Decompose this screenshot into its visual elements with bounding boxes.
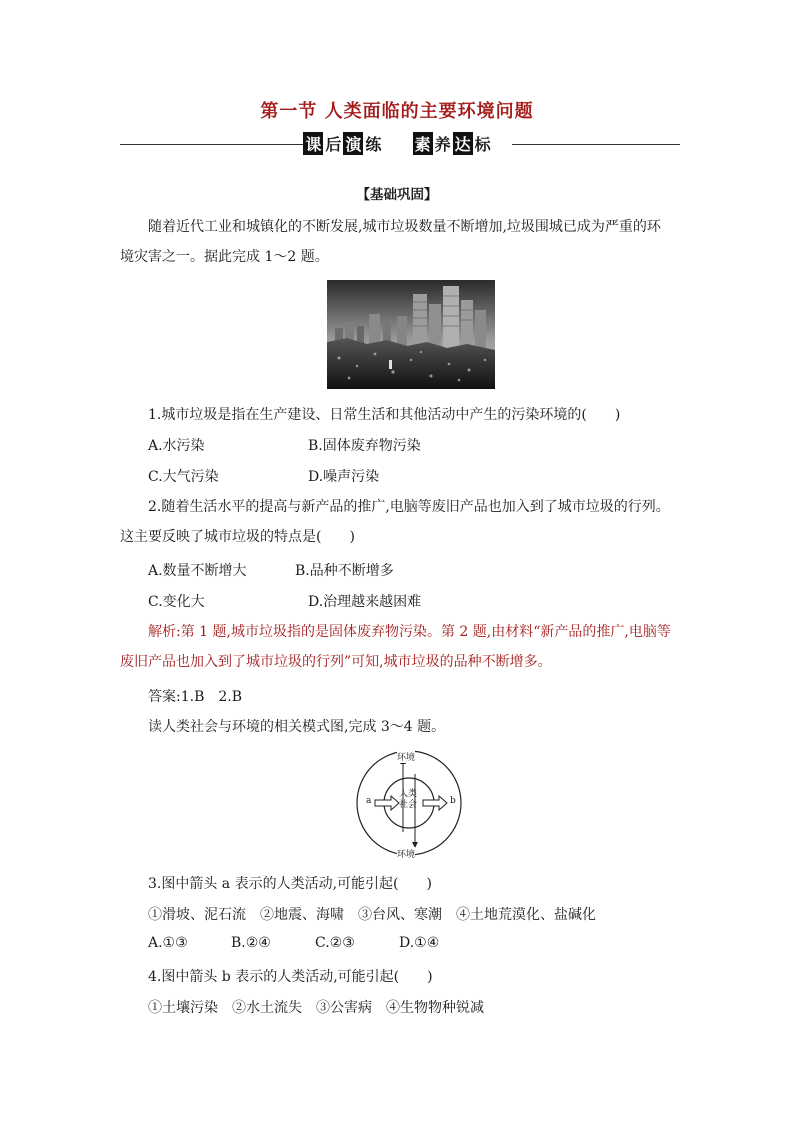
q2-option-d: D.治理越来越困难 [308, 594, 422, 610]
q2-stem [120, 492, 680, 552]
q3-option-b: B.②④ [231, 935, 271, 951]
subtitle [0, 132, 794, 155]
q2-stem-line: 这主要反映了城市垃圾的特点是( ) [120, 529, 355, 545]
q3-items: ①滑坡、泥石流 ②地震、海啸 ③台风、寒潮 ④土地荒漠化、盐碱化 [148, 907, 596, 923]
subtitle-char: 后 [325, 135, 342, 154]
q3-option-a: A.①③ [148, 935, 188, 951]
intro-line: 境灾害之一。据此完成 1～2 题。 [120, 249, 329, 265]
intro-3-4: 读人类社会与环境的相关模式图,完成 3～4 题。 [148, 719, 446, 735]
q2-options-row2 [148, 591, 421, 611]
subtitle-char: 标 [474, 135, 491, 154]
q2-option-a: A.数量不断增大 [148, 563, 247, 579]
intro-line: 随着近代工业和城镇化的不断发展,城市垃圾数量不断增加,垃圾围城已成为严重的环 [148, 219, 661, 235]
q2-option-c: C.变化大 [148, 594, 205, 610]
diagram-center-line1: 人类 [399, 789, 418, 799]
q2-option-b: B.品种不断增多 [295, 563, 394, 579]
subtitle-char: 课 [303, 132, 323, 155]
subtitle-char: 养 [434, 135, 451, 154]
q2-options-row1 [148, 560, 394, 580]
q1-option-d: D.噪声污染 [308, 469, 380, 485]
q1-option-b: B.固体废弃物污染 [308, 438, 421, 454]
q2-stem-line: 2.随着生活水平的提高与新产品的推广,电脑等废旧产品也加入到了城市垃圾的行列。 [148, 499, 670, 515]
q1-option-a: A.水污染 [148, 438, 205, 454]
q1-options-row1 [148, 435, 421, 455]
subtitle-char: 演 [343, 132, 363, 155]
q3-stem: 3.图中箭头 a 表示的人类活动,可能引起( ) [148, 876, 432, 892]
q4-items: ①土壤污染 ②水土流失 ③公害病 ④生物物种锐减 [148, 1000, 484, 1016]
subtitle-char: 素 [413, 132, 433, 155]
answer-text: 答案:1.B 2.B [148, 689, 243, 705]
subtitle-char: 达 [453, 132, 473, 155]
diagram-left-label: a [366, 796, 372, 806]
q1-stem: 1.城市垃圾是指在生产建设、日常生活和其他活动中产生的污染环境的( ) [148, 407, 621, 423]
q3-options [148, 935, 439, 951]
analysis [120, 617, 680, 677]
landfill-city-photo [327, 280, 495, 389]
q4-stem: 4.图中箭头 b 表示的人类活动,可能引起( ) [148, 969, 433, 985]
q1-options-row2 [148, 466, 379, 486]
human-environment-diagram [355, 748, 463, 858]
analysis-line: 废旧产品也加入到了城市垃圾的行列”可知,城市垃圾的品种不断增多。 [120, 654, 552, 670]
section-label: 【基础巩固】 [356, 187, 438, 203]
diagram-bottom-label: 环境 [397, 847, 415, 860]
q3-option-d: D.①④ [399, 935, 440, 951]
page-title: 第一节 人类面临的主要环境问题 [260, 101, 534, 122]
answer [148, 686, 242, 706]
intro-paragraph [120, 212, 680, 272]
diagram-center-line2: 社会 [399, 800, 418, 810]
analysis-line: 解析:第 1 题,城市垃圾指的是固体废弃物污染。第 2 题,由材料“新产品的推广,电脑等 [148, 624, 671, 640]
diagram-top-label: 环境 [397, 750, 415, 763]
q3-option-c: C.②③ [315, 935, 355, 951]
q1-option-c: C.大气污染 [148, 469, 219, 485]
subtitle-char: 练 [365, 135, 382, 154]
diagram-right-label: b [450, 796, 456, 806]
